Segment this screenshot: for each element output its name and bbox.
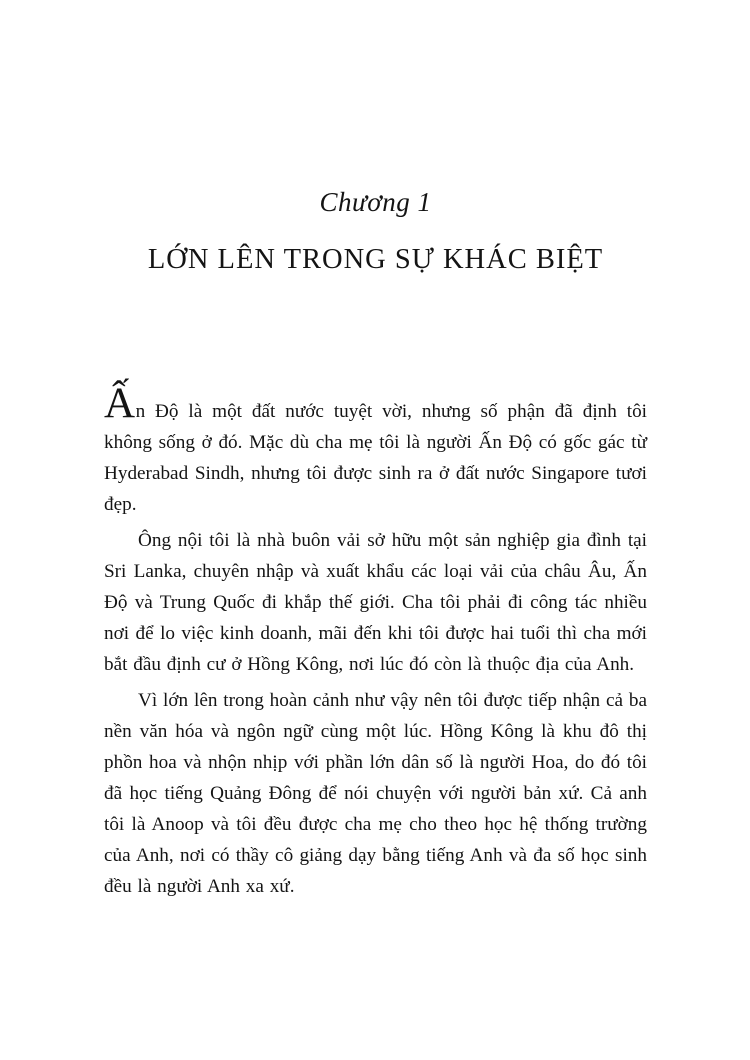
paragraph-first xyxy=(104,380,647,520)
body-text xyxy=(104,380,647,902)
drop-cap: Ấ xyxy=(104,380,136,428)
chapter-title: LỚN LÊN TRONG SỰ KHÁC BIỆT xyxy=(147,244,604,276)
paragraph: Ông nội tôi là nhà buôn vải sở hữu một sản nghiệp gia đình tại Sri Lanka, chuyên nhập và xuất khẩu các loại vải của châu Âu, Ấn Độ và Trung Quốc đi khắp thế giới. Cha tôi phải đi công tác nhiều nơi để lo việc kinh doanh, mãi đến khi tôi được hai tuổi thì cha mới bắt đầu định cư ở Hồng Kông, nơi lúc đó còn là thuộc địa của Anh. xyxy=(104,530,647,676)
paragraph: Vì lớn lên trong hoàn cảnh như vậy nên tôi được tiếp nhận cả ba nền văn hóa và ngôn ngữ cùng một lúc. Hồng Kông là khu đô thị phồn hoa và nhộn nhịp với phần lớn dân số là người Hoa, do đó tôi đã học tiếng Quảng Đông để nói chuyện với người bản xứ. Cả anh tôi là Anoop và tôi đều được cha mẹ cho theo học hệ thống trường của Anh, nơi có thầy cô giảng dạy bằng tiếng Anh và đa số học sinh đều là người Anh xa xứ. xyxy=(104,690,647,898)
chapter-label: Chương 1 xyxy=(319,187,432,217)
paragraph-text: n Độ là một đất nước tuyệt vời, nhưng số phận đã định tôi không sống ở đó. Mặc dù cha mẹ tôi là người Ấn Độ có gốc gác từ Hyderabad Sindh, nhưng tôi được sinh ra ở đất nước Singapore tươi đẹp. xyxy=(104,401,647,516)
